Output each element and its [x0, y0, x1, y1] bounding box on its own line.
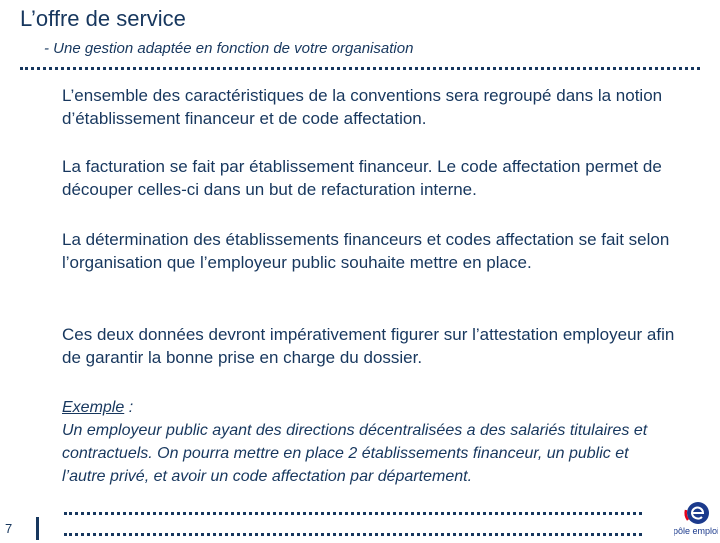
pole-emploi-logo-icon — [674, 500, 718, 538]
footer-left-bar — [36, 517, 39, 540]
page-subtitle: - Une gestion adaptée en fonction de votre organisation — [44, 40, 414, 57]
paragraph-etablissement: L’ensemble des caractéristiques de la conventions sera regroupé dans la notion d’établissement financeur et de code affectation. — [62, 86, 663, 128]
paragraph-determination: La détermination des établissements financeurs et codes affectation se fait selon l’organisation que l’employeur public souhaite mettre en place. — [62, 230, 670, 272]
example-label-suffix: : — [124, 399, 134, 416]
page-number: 7 — [5, 521, 13, 536]
logo-text: pôle emploi — [674, 526, 718, 536]
footer-dotted-divider-bottom — [64, 533, 642, 536]
header-dotted-divider — [20, 67, 700, 70]
example-text: Un employeur public ayant des directions décentralisées a des salariés titulaires et contractuels. On pourra mettre en place 2 établissements financeur, un public et l’autre privé, et avoir un code affectation par département. — [62, 422, 648, 485]
footer-dotted-divider-top — [64, 512, 642, 515]
example-label: Exemple — [62, 399, 125, 416]
example-block — [62, 396, 662, 488]
paragraph-facturation: La facturation se fait par établissement financeur. Le code affectation permet de découper celles-ci dans un but de refacturation interne. — [62, 157, 662, 199]
page-title: L’offre de service — [20, 6, 186, 31]
paragraph-attestation: Ces deux données devront impérativement figurer sur l’attestation employeur afin de garantir la bonne prise en charge du dossier. — [62, 325, 675, 367]
